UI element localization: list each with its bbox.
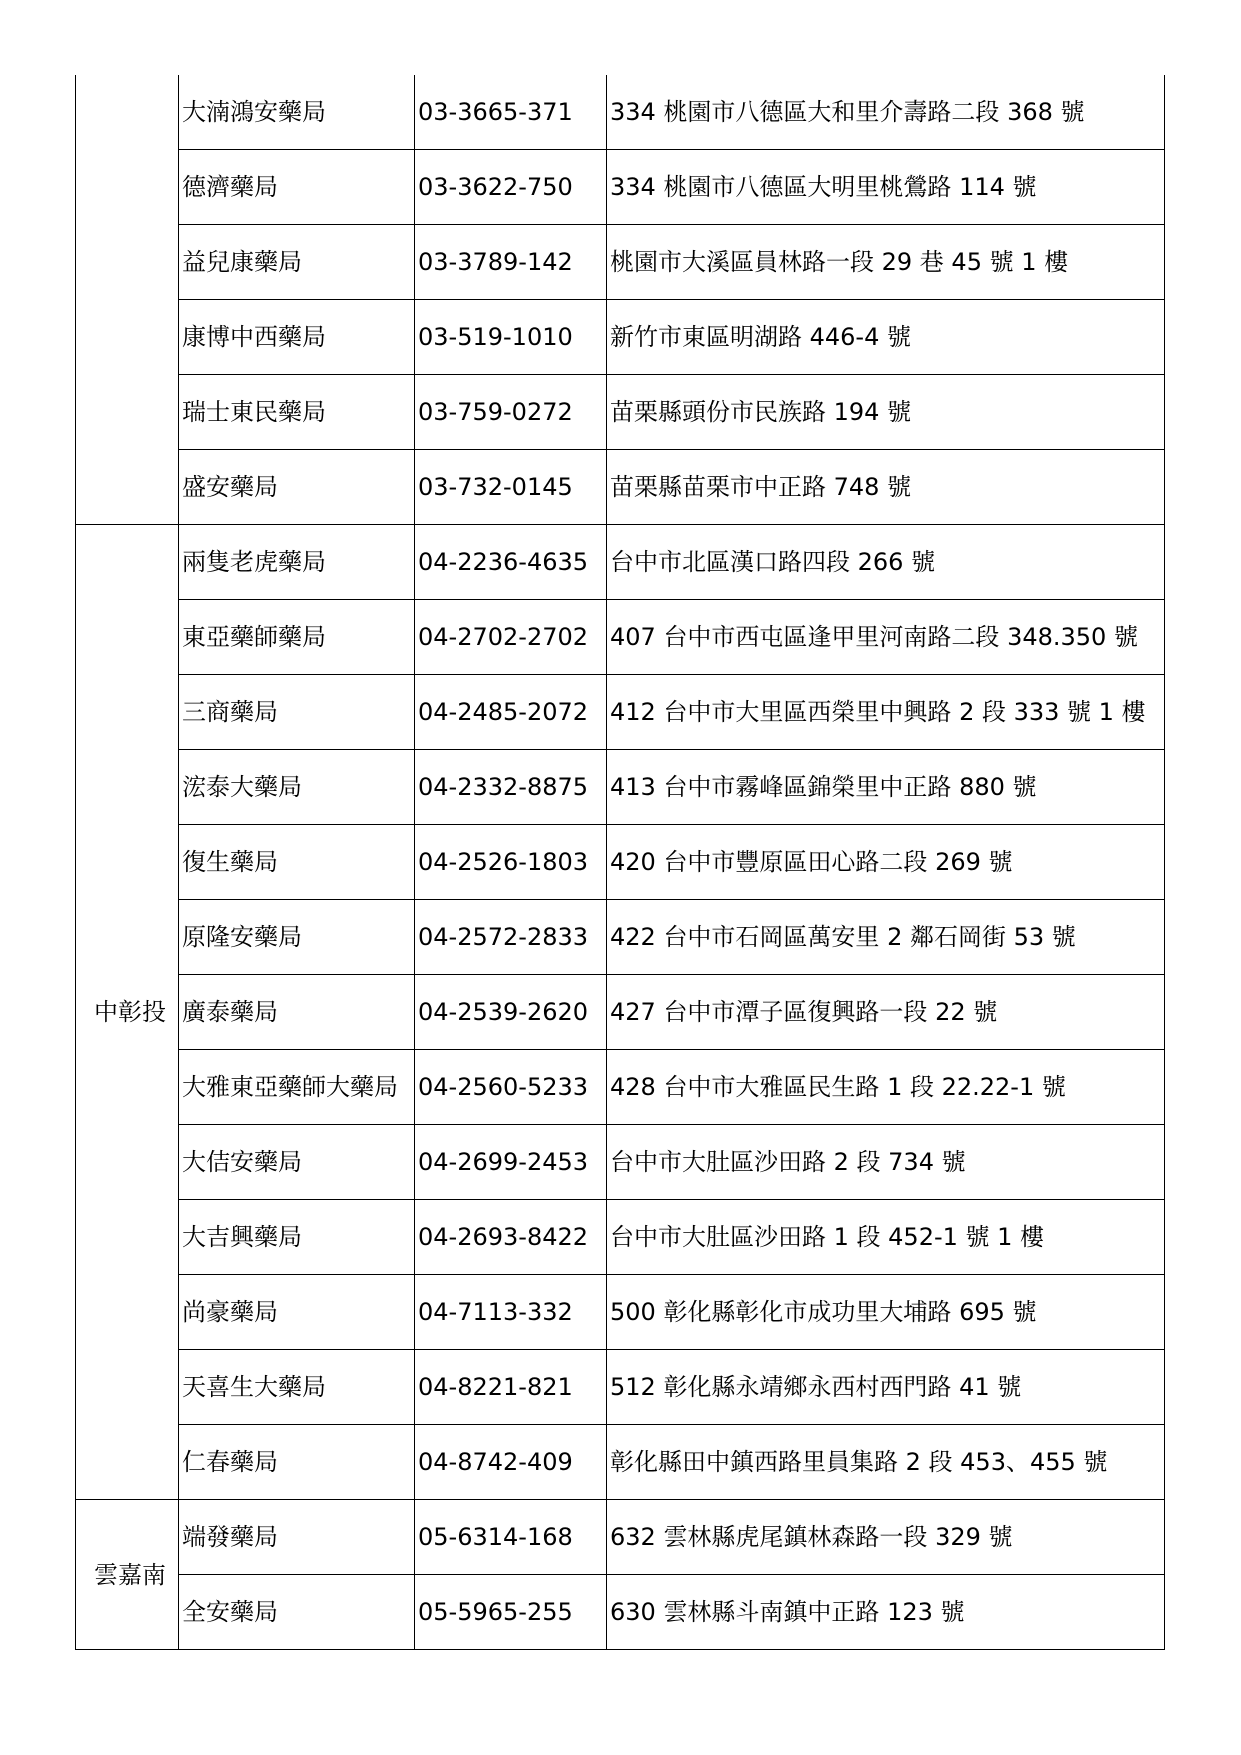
address-cell: 台中市大肚區沙田路 2 段 734 號 <box>607 1125 1165 1200</box>
phone-cell: 05-6314-168 <box>415 1500 607 1575</box>
address-cell: 苗栗縣頭份市民族路 194 號 <box>607 375 1165 450</box>
pharmacy-name-cell: 大雅東亞藥師大藥局 <box>179 1050 415 1125</box>
table-row <box>76 825 1165 900</box>
phone-cell: 04-2702-2702 <box>415 600 607 675</box>
address-cell: 428 台中市大雅區民生路 1 段 22.22-1 號 <box>607 1050 1165 1125</box>
table-row <box>76 900 1165 975</box>
phone-cell: 03-3665-371 <box>415 75 607 150</box>
pharmacy-name-cell: 益兒康藥局 <box>179 225 415 300</box>
table-row <box>76 1575 1165 1650</box>
address-cell: 412 台中市大里區西榮里中興路 2 段 333 號 1 樓 <box>607 675 1165 750</box>
phone-cell: 04-2485-2072 <box>415 675 607 750</box>
pharmacy-name-cell: 大佶安藥局 <box>179 1125 415 1200</box>
pharmacy-name-cell: 德濟藥局 <box>179 150 415 225</box>
address-cell: 422 台中市石岡區萬安里 2 鄰石岡街 53 號 <box>607 900 1165 975</box>
table-row <box>76 975 1165 1050</box>
table-row <box>76 1350 1165 1425</box>
pharmacy-name-cell: 大湳鴻安藥局 <box>179 75 415 150</box>
address-cell: 420 台中市豐原區田心路二段 269 號 <box>607 825 1165 900</box>
table-row <box>76 1125 1165 1200</box>
table-row <box>76 600 1165 675</box>
pharmacy-name-cell: 盛安藥局 <box>179 450 415 525</box>
table-row <box>76 1050 1165 1125</box>
phone-cell: 04-8742-409 <box>415 1425 607 1500</box>
region-cell <box>76 75 179 525</box>
phone-cell: 03-519-1010 <box>415 300 607 375</box>
address-cell: 413 台中市霧峰區錦榮里中正路 880 號 <box>607 750 1165 825</box>
address-cell: 彰化縣田中鎮西路里員集路 2 段 453、455 號 <box>607 1425 1165 1500</box>
region-cell: 雲嘉南 <box>76 1500 179 1650</box>
pharmacy-name-cell: 浤泰大藥局 <box>179 750 415 825</box>
phone-cell: 04-2560-5233 <box>415 1050 607 1125</box>
pharmacy-name-cell: 東亞藥師藥局 <box>179 600 415 675</box>
phone-cell: 04-8221-821 <box>415 1350 607 1425</box>
pharmacy-name-cell: 復生藥局 <box>179 825 415 900</box>
table-row <box>76 675 1165 750</box>
phone-cell: 04-2572-2833 <box>415 900 607 975</box>
table-row <box>76 1200 1165 1275</box>
pharmacy-name-cell: 仁春藥局 <box>179 1425 415 1500</box>
pharmacy-name-cell: 瑞士東民藥局 <box>179 375 415 450</box>
address-cell: 500 彰化縣彰化市成功里大埔路 695 號 <box>607 1275 1165 1350</box>
pharmacy-name-cell: 原隆安藥局 <box>179 900 415 975</box>
pharmacy-name-cell: 廣泰藥局 <box>179 975 415 1050</box>
table-row <box>76 525 1165 600</box>
phone-cell: 03-3789-142 <box>415 225 607 300</box>
address-cell: 台中市大肚區沙田路 1 段 452-1 號 1 樓 <box>607 1200 1165 1275</box>
address-cell: 新竹市東區明湖路 446-4 號 <box>607 300 1165 375</box>
pharmacy-name-cell: 尚豪藥局 <box>179 1275 415 1350</box>
phone-cell: 04-7113-332 <box>415 1275 607 1350</box>
table-row <box>76 225 1165 300</box>
address-cell: 334 桃園市八德區大明里桃鶯路 114 號 <box>607 150 1165 225</box>
table-row <box>76 1275 1165 1350</box>
address-cell: 427 台中市潭子區復興路一段 22 號 <box>607 975 1165 1050</box>
pharmacy-name-cell: 康博中西藥局 <box>179 300 415 375</box>
pharmacy-name-cell: 天喜生大藥局 <box>179 1350 415 1425</box>
phone-cell: 04-2526-1803 <box>415 825 607 900</box>
pharmacy-name-cell: 全安藥局 <box>179 1575 415 1650</box>
pharmacy-name-cell: 端發藥局 <box>179 1500 415 1575</box>
table-row <box>76 300 1165 375</box>
phone-cell: 03-732-0145 <box>415 450 607 525</box>
address-cell: 632 雲林縣虎尾鎮林森路一段 329 號 <box>607 1500 1165 1575</box>
phone-cell: 04-2693-8422 <box>415 1200 607 1275</box>
table-row <box>76 150 1165 225</box>
address-cell: 512 彰化縣永靖鄉永西村西門路 41 號 <box>607 1350 1165 1425</box>
address-cell: 630 雲林縣斗南鎮中正路 123 號 <box>607 1575 1165 1650</box>
table-row <box>76 1500 1165 1575</box>
table-row <box>76 750 1165 825</box>
region-cell: 中彰投 <box>76 525 179 1500</box>
address-cell: 334 桃園市八德區大和里介壽路二段 368 號 <box>607 75 1165 150</box>
table-row <box>76 1425 1165 1500</box>
address-cell: 苗栗縣苗栗市中正路 748 號 <box>607 450 1165 525</box>
address-cell: 台中市北區漢口路四段 266 號 <box>607 525 1165 600</box>
address-cell: 407 台中市西屯區逢甲里河南路二段 348.350 號 <box>607 600 1165 675</box>
table-row <box>76 375 1165 450</box>
phone-cell: 05-5965-255 <box>415 1575 607 1650</box>
phone-cell: 04-2699-2453 <box>415 1125 607 1200</box>
pharmacy-table <box>75 75 1165 1650</box>
pharmacy-name-cell: 三商藥局 <box>179 675 415 750</box>
phone-cell: 03-759-0272 <box>415 375 607 450</box>
phone-cell: 03-3622-750 <box>415 150 607 225</box>
pharmacy-name-cell: 兩隻老虎藥局 <box>179 525 415 600</box>
address-cell: 桃園市大溪區員林路一段 29 巷 45 號 1 樓 <box>607 225 1165 300</box>
table-row <box>76 75 1165 150</box>
table-row <box>76 450 1165 525</box>
phone-cell: 04-2236-4635 <box>415 525 607 600</box>
pharmacy-name-cell: 大吉興藥局 <box>179 1200 415 1275</box>
phone-cell: 04-2539-2620 <box>415 975 607 1050</box>
phone-cell: 04-2332-8875 <box>415 750 607 825</box>
table-body <box>76 75 1165 1650</box>
